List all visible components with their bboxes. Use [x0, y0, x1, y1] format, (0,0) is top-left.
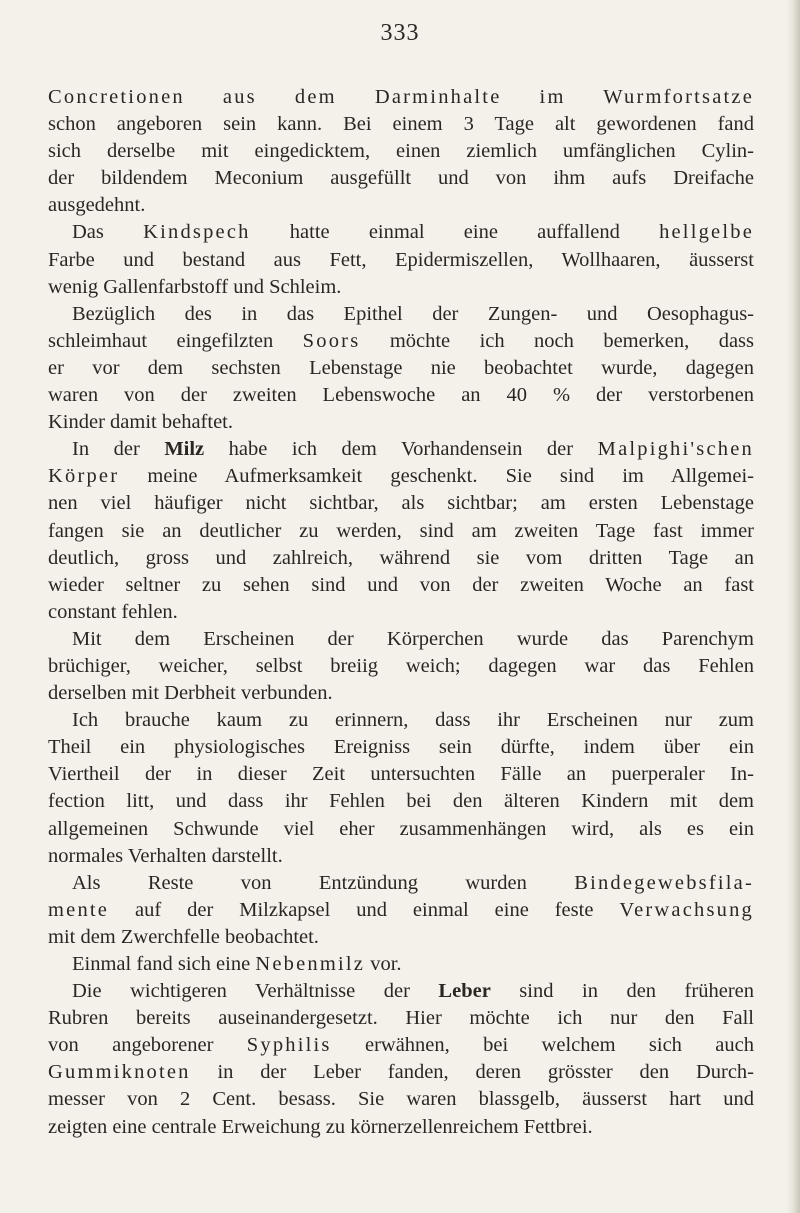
text-run: der bildendem Meconium ausgefüllt und von ihm aufs Dreifache: [48, 167, 754, 190]
spaced-emphasis: Körper: [48, 465, 120, 488]
text-line: [48, 951, 754, 978]
text-run: constant fehlen.: [48, 600, 178, 623]
text-run: vor.: [365, 953, 402, 975]
text-line: [48, 599, 754, 626]
text-run: meine Aufmerksamkeit geschenkt. Sie sind im Allgemei-: [119, 465, 754, 488]
text-run: Einmal fand sich eine: [72, 953, 256, 975]
text-run: Theil ein physiologisches Ereigniss sein dürfte, indem über ein: [48, 736, 754, 759]
text-run: Ich brauche kaum zu erinnern, dass ihr Erscheinen nur zum: [72, 709, 754, 732]
spaced-emphasis: Bindegewebsfila-: [574, 871, 754, 894]
text-run: deutlich, gross und zahlreich, während sie vom dritten Tage an: [48, 546, 754, 569]
text-run: Als Reste von Entzündung wurden: [72, 871, 575, 894]
text-line: [48, 1005, 754, 1032]
text-line: [48, 111, 754, 138]
text-line: [48, 924, 754, 951]
text-line: [48, 463, 754, 490]
spaced-emphasis: Soors: [302, 329, 361, 352]
text-run: Mit dem Erscheinen der Körperchen wurde das Parenchym: [72, 627, 754, 650]
text-line: [48, 1086, 754, 1113]
text-run: Bezüglich des in das Epithel der Zungen- und Oesophagus-: [72, 302, 754, 325]
spaced-emphasis: Syphilis: [246, 1034, 332, 1057]
text-run: wieder seltner zu sehen sind und von der zweiten Woche an fast: [48, 573, 754, 596]
text-line: [48, 545, 754, 572]
text-run: mit dem Zwerchfelle beobachtet.: [48, 925, 319, 948]
text-run: zeigten eine centrale Erweichung zu körnerzellenreichem Fettbrei.: [48, 1115, 593, 1138]
text-run: messer von 2 Cent. besass. Sie waren blassgelb, äusserst hart und: [48, 1088, 754, 1111]
text-line: [48, 816, 754, 843]
text-line: [48, 301, 754, 328]
bold-keyword: Milz: [164, 438, 205, 461]
text-line: [48, 843, 754, 870]
spaced-emphasis: hellgelbe: [659, 221, 754, 244]
text-run: Die wichtigeren Verhältnisse der: [72, 980, 439, 1003]
text-line: [48, 1059, 754, 1086]
text-run: fangen sie an deutlicher zu werden, sind am zweiten Tage fast immer: [48, 519, 754, 542]
text-line: [48, 897, 754, 924]
text-run: normales Verhalten darstellt.: [48, 844, 283, 867]
text-run: In der: [72, 438, 165, 461]
spaced-emphasis: Kindspech: [143, 221, 251, 244]
text-run: wenig Gallenfarbstoff und Schleim.: [48, 275, 342, 298]
text-run: Kinder damit behaftet.: [48, 411, 234, 434]
text-line: [48, 192, 754, 219]
text-line: [48, 518, 754, 545]
text-run: habe ich dem Vorhandensein der: [204, 438, 598, 461]
text-line: [48, 355, 754, 382]
text-line: [48, 626, 754, 653]
text-run: möchte ich noch bemerken, dass: [360, 329, 755, 352]
text-run: auf der Milzkapsel und einmal eine feste: [109, 898, 620, 921]
body-text: [48, 84, 754, 1141]
text-run: nen viel häufiger nicht sichtbar, als sichtbar; am ersten Lebenstage: [48, 492, 754, 515]
text-line: [48, 788, 754, 815]
text-line: [48, 707, 754, 734]
text-run: ausgedehnt.: [48, 194, 146, 217]
text-run: erwähnen, bei welchem sich auch: [331, 1034, 754, 1057]
bold-keyword: Leber: [438, 980, 491, 1003]
spaced-emphasis: Verwachsung: [619, 898, 754, 921]
spaced-emphasis: mente: [48, 898, 110, 921]
text-line: [48, 653, 754, 680]
text-line: [48, 382, 754, 409]
text-line: [48, 138, 754, 165]
text-line: [48, 328, 754, 355]
text-run: sich derselbe mit eingedicktem, einen ziemlich umfänglichen Cylin-: [48, 140, 754, 163]
text-line: [48, 490, 754, 517]
text-line: [48, 409, 754, 436]
text-line: [48, 870, 754, 897]
spaced-emphasis: Nebenmilz: [255, 953, 366, 975]
text-line: [48, 247, 754, 274]
text-run: derselben mit Derbheit verbunden.: [48, 682, 333, 705]
text-run: allgemeinen Schwunde viel eher zusammenhängen wird, als es ein: [48, 817, 754, 840]
text-run: schon angeboren sein kann. Bei einem 3 Tage alt gewordenen fand: [48, 113, 754, 136]
text-run: fection litt, und dass ihr Fehlen bei den älteren Kindern mit dem: [48, 790, 754, 813]
spaced-emphasis: Gummiknoten: [48, 1061, 191, 1084]
spaced-emphasis: Concretionen aus dem Darminhalte im Wurmfortsatze: [48, 86, 754, 108]
text-run: Viertheil der in dieser Zeit untersuchten Fälle an puerperaler In-: [48, 763, 754, 786]
text-line: [48, 219, 754, 246]
text-line: [48, 572, 754, 599]
text-run: er vor dem sechsten Lebenstage nie beobachtet wurde, dagegen: [48, 356, 754, 379]
text-run: hatte einmal eine auffallend: [250, 221, 660, 244]
text-line: [48, 1032, 754, 1059]
text-run: Rubren bereits auseinandergesetzt. Hier möchte ich nur den Fall: [48, 1007, 754, 1030]
text-line: [48, 165, 754, 192]
text-line: [48, 1114, 754, 1141]
text-line: [48, 978, 754, 1005]
text-run: brüchiger, weicher, selbst breiig weich; dagegen war das Fehlen: [48, 654, 754, 677]
text-run: sind in den früheren: [490, 980, 754, 1003]
text-line: [48, 761, 754, 788]
text-run: in der Leber fanden, deren grösster den Durch-: [190, 1061, 754, 1084]
text-run: von angeborener: [48, 1034, 247, 1057]
spaced-emphasis: Malpighi'schen: [597, 438, 754, 461]
text-run: Das: [72, 221, 144, 244]
text-line: [48, 84, 754, 111]
text-run: Farbe und bestand aus Fett, Epidermiszellen, Wollhaaren, äusserst: [48, 248, 754, 271]
text-line: [48, 274, 754, 301]
text-line: [48, 680, 754, 707]
page-edge-shadow: [786, 0, 800, 1213]
text-line: [48, 734, 754, 761]
text-line: [48, 436, 754, 463]
page-number: 333: [380, 20, 420, 46]
text-run: waren von der zweiten Lebenswoche an 40 % der verstorbenen: [48, 384, 754, 407]
text-run: schleimhaut eingefilzten: [48, 329, 303, 352]
